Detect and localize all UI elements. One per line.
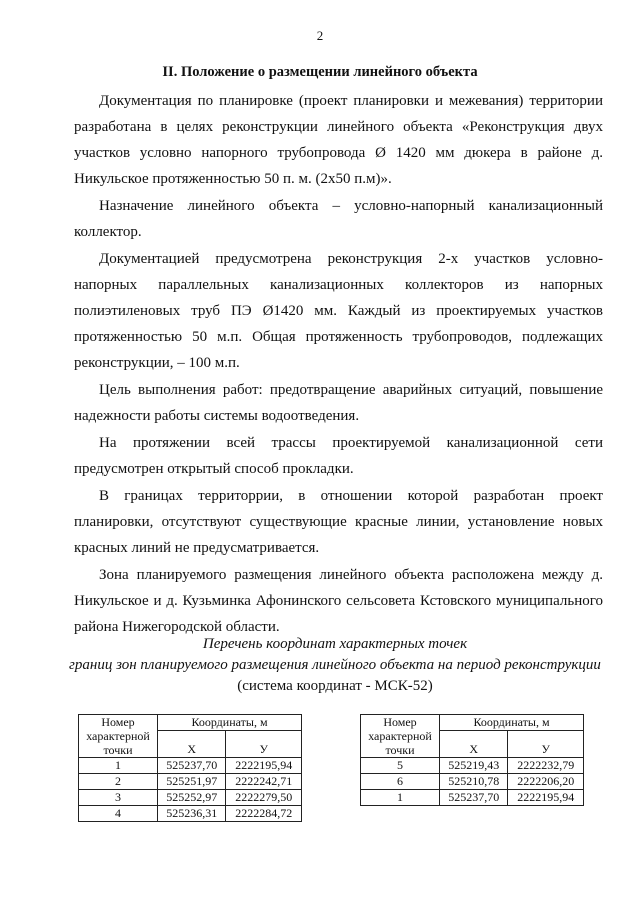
cell-x: 525210,78: [440, 774, 508, 790]
header-point: Номер характерной точки: [361, 715, 440, 758]
header-y: У: [226, 731, 302, 758]
table-row: [79, 774, 302, 790]
paragraph: В границах территоррии, в отношении которой разработан проект планировки, отсутствуют существующие красные линии, установление новых красных линий не предусматривается.: [74, 488, 603, 556]
cell-point: 4: [79, 806, 158, 822]
cell-y: 2222195,94: [508, 790, 584, 806]
table-row: [79, 790, 302, 806]
cell-point: 3: [79, 790, 158, 806]
cell-y: 2222284,72: [226, 806, 302, 822]
table-caption: [40, 634, 630, 697]
paragraph: Зона планируемого размещения линейного объекта расположена между д. Никульское и д. Кузьминка Афонинского сельсовета Кстовского муниципального района Нижегородской области.: [74, 567, 603, 635]
header-coords: Координаты, м: [158, 715, 302, 731]
cell-x: 525252,97: [158, 790, 226, 806]
header-y: У: [508, 731, 584, 758]
coordinates-table-left: [78, 714, 302, 822]
cell-x: 525251,97: [158, 774, 226, 790]
cell-y: 2222279,50: [226, 790, 302, 806]
header-x: X: [440, 731, 508, 758]
cell-x: 525237,70: [440, 790, 508, 806]
table-row: [361, 774, 584, 790]
coordinates-table-right: [360, 714, 584, 806]
cell-point: 2: [79, 774, 158, 790]
table-row: [361, 790, 584, 806]
table-row: [361, 758, 584, 774]
paragraph: Назначение линейного объекта – условно-напорный канализационный коллектор.: [74, 198, 603, 240]
paragraph: На протяжении всей трассы проектируемой канализационной сети предусмотрен открытый способ прокладки.: [74, 435, 603, 477]
cell-point: 6: [361, 774, 440, 790]
cell-x: 525236,31: [158, 806, 226, 822]
table-row: [79, 806, 302, 822]
header-x: X: [158, 731, 226, 758]
body-text: [74, 88, 603, 641]
cell-y: 2222206,20: [508, 774, 584, 790]
caption-line-2: границ зон планируемого размещения линейного объекта на период реконструкции: [69, 657, 601, 673]
paragraph: Документацией предусмотрена реконструкция 2-х участков условно-напорных параллельных канализационных коллекторов из напорных полиэтиленовых труб ПЭ Ø1420 мм. Каждый из проектируемых участков протяженностью 50 м.п. Общая протяженность трубопроводов, подлежащих реконструкции, – 100 м.п.: [74, 251, 603, 371]
paragraph: Документация по планировке (проект планировки и межевания) территории разработана в целях реконструкции линейного объекта «Реконструкция двух участков условно напорного трубопровода Ø 1420 мм дюкера в районе д. Никульское протяженностью 50 п. м. (2х50 п.м)».: [74, 93, 603, 187]
caption-line-3: (система координат - МСК-52): [237, 678, 433, 694]
cell-point: 5: [361, 758, 440, 774]
cell-point: 1: [79, 758, 158, 774]
cell-point: 1: [361, 790, 440, 806]
cell-x: 525219,43: [440, 758, 508, 774]
cell-y: 2222232,79: [508, 758, 584, 774]
cell-x: 525237,70: [158, 758, 226, 774]
header-coords: Координаты, м: [440, 715, 584, 731]
caption-line-1: Перечень координат характерных точек: [202, 636, 468, 652]
table-row: [79, 758, 302, 774]
section-heading: II. Положение о размещении линейного объекта: [162, 64, 478, 80]
cell-y: 2222195,94: [226, 758, 302, 774]
cell-y: 2222242,71: [226, 774, 302, 790]
page-number: 2: [316, 28, 324, 43]
header-point: Номер характерной точки: [79, 715, 158, 758]
paragraph: Цель выполнения работ: предотвращение аварийных ситуаций, повышение надежности работы системы водоотведения.: [74, 382, 603, 424]
